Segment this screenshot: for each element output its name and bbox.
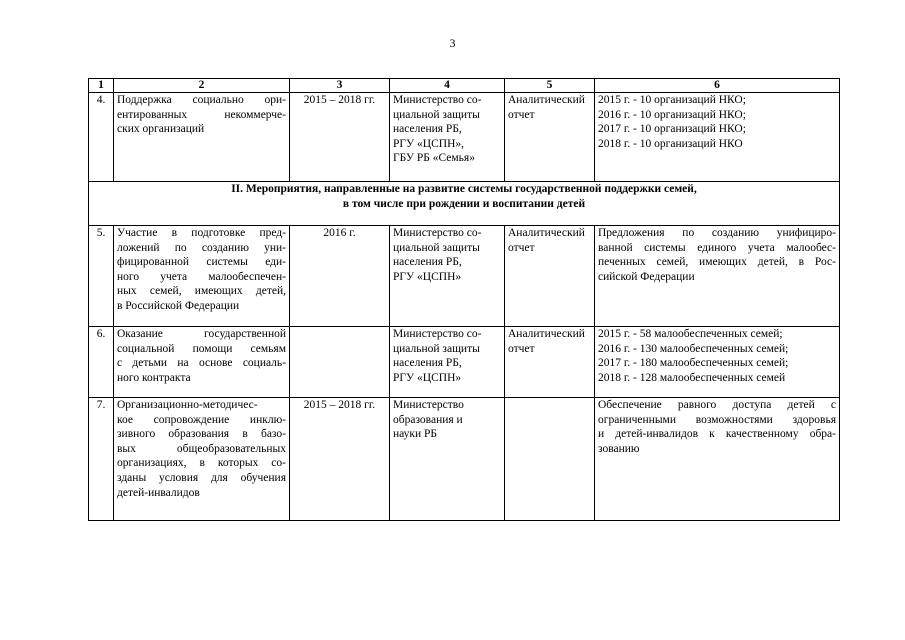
text-line: науки РБ bbox=[393, 428, 438, 441]
text-line: РГУ «ЦСПН», bbox=[393, 137, 465, 150]
text-line: организациях, в которых со- bbox=[117, 457, 286, 470]
text-line: 2016 г. - 130 малообеспеченных семей; bbox=[598, 342, 789, 355]
header-cell: 2 bbox=[114, 79, 290, 93]
header-cell: 3 bbox=[290, 79, 390, 93]
measure-name bbox=[114, 226, 290, 327]
text-line: зованию bbox=[598, 442, 640, 455]
text-line: в Российской Федерации bbox=[117, 299, 240, 312]
text-line: Министерство со- bbox=[393, 94, 482, 106]
header-cell: 1 bbox=[89, 79, 114, 93]
table-row bbox=[89, 93, 840, 182]
measure-name bbox=[114, 327, 290, 398]
text-line: и детей-инвалидов к качественному обра- bbox=[598, 428, 836, 441]
table-row bbox=[89, 398, 840, 521]
report-form-cell bbox=[505, 226, 595, 327]
period-cell: 2016 г. bbox=[290, 226, 390, 327]
text-line: Министерство со- bbox=[393, 227, 482, 239]
text-line: Аналитический bbox=[508, 227, 585, 239]
measure-name bbox=[114, 398, 290, 521]
text-line: детей-инвалидов bbox=[117, 486, 200, 499]
text-line: социальной помощи семьям bbox=[117, 342, 286, 355]
header-cell: 4 bbox=[390, 79, 505, 93]
text-line: ограниченными возможностями здоровья bbox=[598, 413, 836, 426]
text-line: 2015 г. - 10 организаций НКО; bbox=[598, 94, 746, 106]
text-line: населения РБ, bbox=[393, 256, 462, 269]
text-line: РГУ «ЦСПН» bbox=[393, 270, 462, 283]
text-line: ного учета малообеспечен- bbox=[117, 270, 286, 283]
text-line: фицированной системы еди- bbox=[117, 256, 286, 269]
text-line: Министерство со- bbox=[393, 328, 482, 340]
text-line: 2016 г. - 10 организаций НКО; bbox=[598, 108, 746, 121]
text-line: печенных семей, имеющих детей, в Рос- bbox=[598, 256, 836, 269]
table-row bbox=[89, 226, 840, 327]
text-line: ванной системы единого учета малообес- bbox=[598, 241, 836, 254]
period-cell bbox=[290, 327, 390, 398]
executors-cell bbox=[390, 327, 505, 398]
text-line: РГУ «ЦСПН» bbox=[393, 371, 462, 384]
header-cell: 5 bbox=[505, 79, 595, 93]
text-line: 2017 г. - 180 малообеспеченных семей; bbox=[598, 357, 789, 370]
executors-cell bbox=[390, 398, 505, 521]
text-line: 2017 г. - 10 организаций НКО; bbox=[598, 123, 746, 136]
text-line: циальной защиты bbox=[393, 241, 480, 254]
section-row bbox=[89, 182, 840, 226]
text-line: с детьми на основе социаль- bbox=[117, 357, 286, 370]
text-line: ентированных некоммерче- bbox=[117, 108, 286, 121]
text-line: населения РБ, bbox=[393, 123, 462, 136]
text-line: зивного образования в базо- bbox=[117, 428, 286, 441]
report-form-cell bbox=[505, 398, 595, 521]
text-line: ложений по созданию уни- bbox=[117, 241, 286, 254]
text-line: образования и bbox=[393, 413, 463, 426]
executors-cell bbox=[390, 93, 505, 182]
text-line: Оказание государственной bbox=[117, 328, 286, 340]
section-title-line: в том числе при рождении и воспитании детей bbox=[342, 198, 586, 210]
text-line: Участие в подготовке пред- bbox=[117, 227, 286, 239]
text-line: циальной защиты bbox=[393, 342, 480, 355]
text-line: 2018 г. - 128 малообеспеченных семей bbox=[598, 371, 786, 384]
period-cell: 2015 – 2018 гг. bbox=[290, 93, 390, 182]
text-line: Организационно-методичес- bbox=[117, 399, 258, 411]
measures-table bbox=[88, 78, 840, 521]
report-form-cell bbox=[505, 327, 595, 398]
report-form-cell bbox=[505, 93, 595, 182]
measure-name bbox=[114, 93, 290, 182]
text-line: отчет bbox=[508, 342, 535, 355]
text-line: ного контракта bbox=[117, 371, 191, 384]
result-cell bbox=[595, 327, 840, 398]
text-line: 2015 г. - 58 малообеспеченных семей; bbox=[598, 328, 783, 340]
text-line: 2018 г. - 10 организаций НКО bbox=[598, 137, 743, 150]
text-line: вых общеобразовательных bbox=[117, 442, 286, 455]
header-cell: 6 bbox=[595, 79, 840, 93]
text-line: ных семей, имеющих детей, bbox=[117, 285, 286, 298]
text-line: Предложения по созданию унифициро- bbox=[598, 227, 836, 239]
text-line: зданы условия для обучения bbox=[117, 471, 286, 484]
result-cell bbox=[595, 398, 840, 521]
row-number: 5. bbox=[89, 226, 114, 327]
result-cell bbox=[595, 93, 840, 182]
text-line: Поддержка социально ори- bbox=[117, 94, 286, 106]
text-line: ских организаций bbox=[117, 123, 205, 136]
text-line: Обеспечение равного доступа детей с bbox=[598, 399, 836, 411]
section-title bbox=[89, 182, 840, 226]
row-number: 6. bbox=[89, 327, 114, 398]
text-line: ГБУ РБ «Семья» bbox=[393, 152, 475, 165]
text-line: населения РБ, bbox=[393, 357, 462, 370]
executors-cell bbox=[390, 226, 505, 327]
table-row bbox=[89, 327, 840, 398]
result-cell bbox=[595, 226, 840, 327]
text-line: Министерство bbox=[393, 399, 464, 411]
text-line: циальной защиты bbox=[393, 108, 480, 121]
text-line: отчет bbox=[508, 241, 535, 254]
row-number: 4. bbox=[89, 93, 114, 182]
page-number: 3 bbox=[449, 36, 456, 50]
table-header-row bbox=[89, 79, 840, 93]
text-line: отчет bbox=[508, 108, 535, 121]
row-number: 7. bbox=[89, 398, 114, 521]
section-title-line: II. Мероприятия, направленные на развитие системы государственной поддержки семей, bbox=[231, 183, 697, 195]
period-cell: 2015 – 2018 гг. bbox=[290, 398, 390, 521]
text-line: Аналитический bbox=[508, 328, 585, 340]
text-line: сийской Федерации bbox=[598, 270, 695, 283]
text-line: кое сопровождение инклю- bbox=[117, 413, 286, 426]
text-line: Аналитический bbox=[508, 94, 585, 106]
